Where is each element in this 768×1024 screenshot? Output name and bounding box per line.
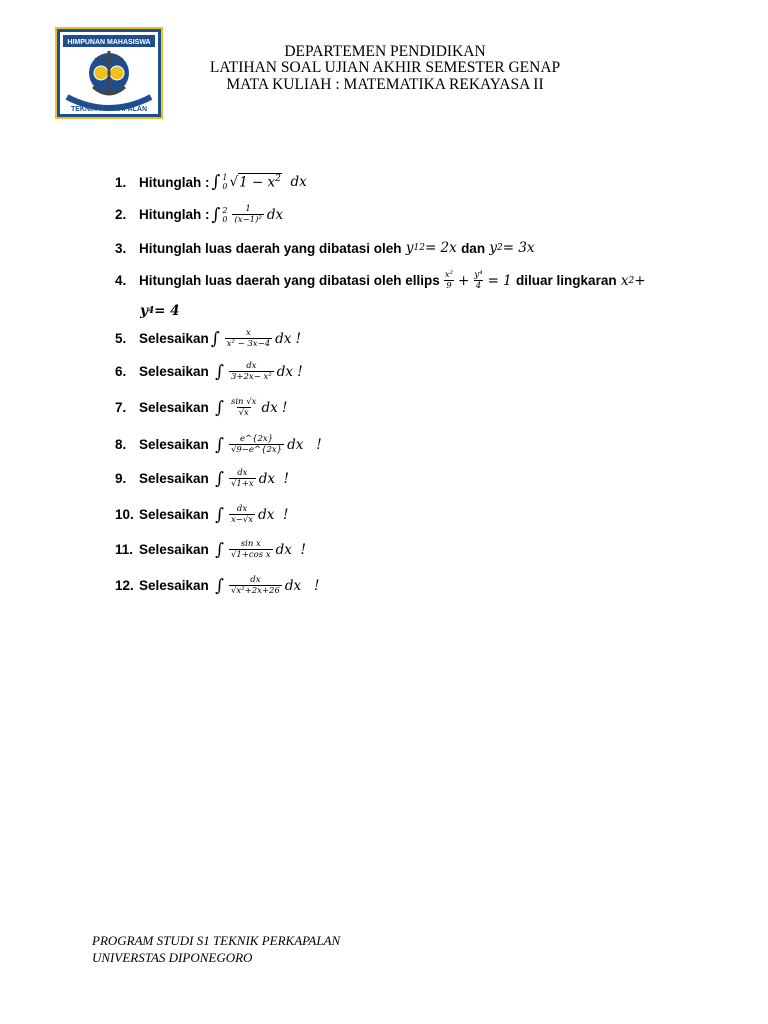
problem-number: 2.	[115, 207, 127, 222]
problem-3	[115, 240, 535, 256]
svg-text:TEKNIK PERKAPALAN: TEKNIK PERKAPALAN	[70, 106, 148, 113]
integral-expression: ∫ 1 0 √ $1 - x^2$ dx	[211, 172, 307, 192]
problem-6	[115, 361, 303, 382]
problem-connector: diluar lingkaran	[516, 273, 617, 288]
problem-label: Selesaikan	[139, 471, 209, 486]
problem-8	[115, 434, 322, 455]
circle-expression: x 2 +	[616, 272, 646, 289]
curve-expression: y 1 2 = 2x	[401, 240, 462, 256]
integral-expression: ∫ $\frac{dx}{x-√x}$ dx !	[215, 504, 289, 525]
header-line-3: MATA KULIAH : MATEMATIKA REKAYASA II	[226, 76, 544, 93]
problem-number: 9.	[115, 471, 127, 486]
problem-1	[115, 172, 307, 192]
problem-4	[115, 270, 646, 291]
problem-7	[115, 397, 287, 418]
ellipse-expression: $\frac{\text{x²}}{9}$ + $\frac{\text{y⁴}}{4}$ = 1	[444, 270, 517, 291]
logo	[55, 27, 163, 119]
integral-expression: ∫ $\frac{x}{\text{x² − 3x−4}}$ dx !	[210, 328, 302, 349]
header-line-1: DEPARTEMEN PENDIDIKAN	[284, 43, 486, 60]
integral-expression: ∫ $\frac{e\^{}\{2x\}}{√9-e\^{}\{2x\}}$ dx !	[215, 434, 322, 455]
integral-expression: ∫ 2 0 $\frac{1}{\text{(x−1)²}}$ dx	[211, 204, 284, 225]
problem-label: Hitunglah :	[139, 174, 210, 190]
integral-expression: ∫ $\frac{\sin √x}{√x}$ dx !	[215, 397, 288, 418]
problem-10	[115, 504, 288, 525]
problem-11	[115, 539, 306, 560]
problem-label: Selesaikan	[139, 437, 209, 452]
problem-label: Selesaikan	[139, 364, 209, 379]
problem-4-continued: y 4 = 4	[140, 303, 180, 319]
problem-12	[115, 575, 319, 596]
problem-number: 6.	[115, 364, 127, 379]
integral-expression: ∫ $\frac{dx}{\text{3+2x− x²}}$ dx !	[215, 361, 303, 382]
problem-number: 8.	[115, 437, 127, 452]
problem-number: 1.	[115, 174, 127, 190]
problem-5	[115, 328, 301, 349]
curve-expression: y 2 = 3x	[485, 240, 535, 256]
problem-label: Selesaikan	[139, 507, 209, 522]
footer-line-2: UNIVERSTAS DIPONEGORO	[92, 950, 253, 965]
problem-label: Hitunglah luas daerah yang dibatasi oleh ellips	[139, 273, 440, 288]
problem-number: 11.	[115, 542, 134, 557]
problem-number: 12.	[115, 578, 134, 593]
problem-label: Selesaikan	[139, 400, 209, 415]
problem-number: 3.	[115, 240, 127, 256]
problem-label: Selesaikan	[139, 578, 209, 593]
problem-number: 10.	[115, 507, 134, 522]
problem-number: 4.	[115, 273, 127, 288]
problem-9	[115, 468, 289, 489]
problem-number: 5.	[115, 331, 127, 346]
problem-label: Selesaikan	[139, 331, 209, 346]
problem-number: 7.	[115, 400, 127, 415]
problem-label: Selesaikan	[139, 542, 209, 557]
integral-expression: ∫ $\frac{\text{sin x}}{\text{√1+cos x}}$ dx !	[215, 539, 306, 560]
integral-expression: ∫ $\frac{dx}{√1+x}$ dx !	[215, 468, 289, 489]
problem-label: Hitunglah :	[139, 207, 210, 222]
problem-2	[115, 204, 283, 225]
integral-expression: ∫ $\frac{dx}{\text{√x²+2x+26}}$ dx !	[215, 575, 320, 596]
svg-text:HIMPUNAN MAHASISWA: HIMPUNAN MAHASISWA	[67, 39, 151, 46]
problem-connector: dan	[461, 240, 486, 256]
header-line-2: LATIHAN SOAL UJIAN AKHIR SEMESTER GENAP	[209, 59, 561, 76]
footer-line-1: PROGRAM STUDI S1 TEKNIK PERKAPALAN	[92, 933, 341, 948]
problem-label: Hitunglah luas daerah yang dibatasi oleh	[139, 240, 402, 256]
